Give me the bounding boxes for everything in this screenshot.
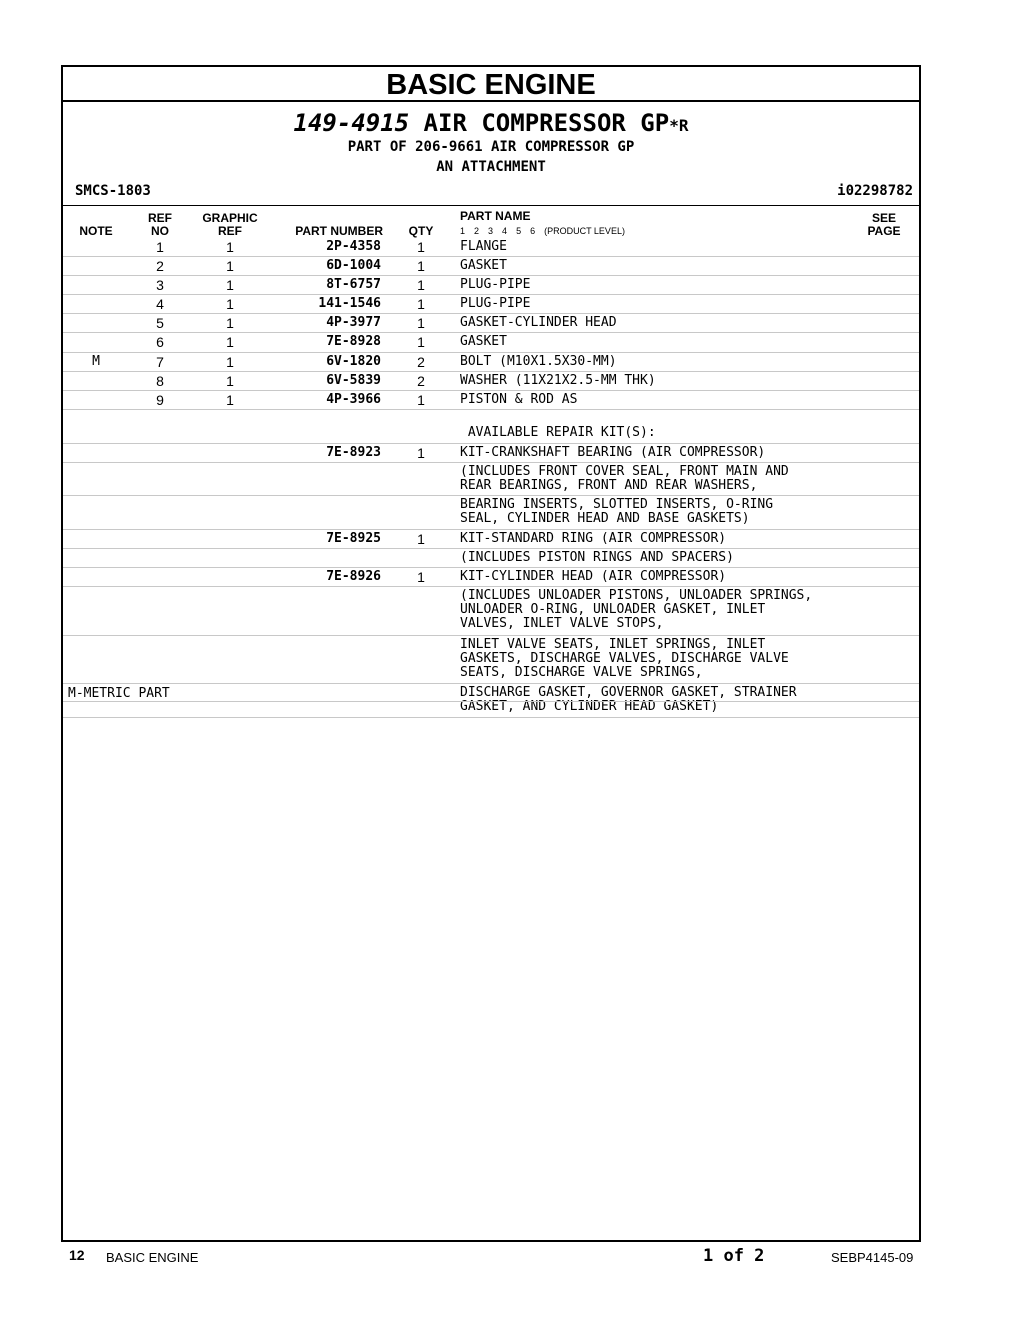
parts-list bbox=[63, 238, 919, 718]
col-see-bottom: PAGE bbox=[867, 224, 901, 238]
part-number-cell: 4P-3966 bbox=[326, 391, 381, 407]
part-name-cell: BEARING INSERTS, SLOTTED INSERTS, O-RING SEAL, CYLINDER HEAD AND BASE GASKETS) bbox=[460, 497, 774, 527]
part-name-cell: BOLT (M10X1.5X30-MM) bbox=[460, 353, 617, 369]
col-graphic-ref bbox=[195, 212, 265, 238]
part-number-cell: 7E-8923 bbox=[326, 444, 381, 460]
part-name-cell: WASHER (11X21X2.5-MM THK) bbox=[460, 372, 656, 388]
qty-cell: 1 bbox=[417, 315, 425, 332]
ref-no-cell: 7 bbox=[156, 353, 164, 370]
smcs-code: SMCS-1803 bbox=[75, 183, 151, 199]
parts-page-frame bbox=[61, 65, 921, 1242]
table-row bbox=[63, 276, 919, 295]
graphic-ref-cell: 1 bbox=[226, 296, 234, 313]
ref-no-cell: 9 bbox=[156, 391, 164, 408]
part-number-cell: 6D-1004 bbox=[326, 258, 381, 274]
table-row bbox=[63, 496, 919, 530]
part-name-cell: AVAILABLE REPAIR KIT(S): bbox=[467, 424, 656, 440]
ref-no-cell: 1 bbox=[156, 239, 164, 255]
table-row bbox=[63, 444, 919, 463]
qty-cell: 1 bbox=[417, 334, 425, 351]
part-number-cell: 6V-5839 bbox=[326, 372, 381, 388]
qty-cell: 1 bbox=[417, 239, 425, 255]
graphic-ref-cell: 1 bbox=[226, 315, 234, 332]
col-note: NOTE bbox=[79, 224, 113, 238]
part-of-line: PART OF 206-9661 AIR COMPRESSOR GP bbox=[347, 139, 635, 155]
table-row bbox=[63, 353, 919, 372]
qty-cell: 1 bbox=[417, 391, 425, 408]
ref-no-cell: 8 bbox=[156, 372, 164, 389]
qty-cell: 2 bbox=[417, 372, 425, 389]
footnote: M-METRIC PART bbox=[68, 686, 170, 701]
page-number: 12 bbox=[69, 1247, 85, 1263]
qty-cell: 2 bbox=[417, 353, 425, 370]
table-row bbox=[63, 463, 919, 497]
col-graphic-bottom: REF bbox=[218, 224, 242, 238]
header-divider bbox=[63, 205, 919, 206]
qty-cell: 1 bbox=[417, 258, 425, 275]
part-number-cell: 2P-4358 bbox=[326, 239, 381, 254]
table-row bbox=[63, 636, 919, 684]
graphic-ref-cell: 1 bbox=[226, 277, 234, 294]
col-graphic-top: GRAPHIC bbox=[202, 211, 258, 225]
group-suffix: *R bbox=[669, 116, 689, 135]
col-ref-top: REF bbox=[148, 211, 172, 225]
col-ref-no bbox=[145, 212, 175, 238]
page-of: 1 of 2 bbox=[703, 1246, 765, 1266]
illustration-id: i02298782 bbox=[837, 183, 913, 199]
part-number-cell: 141-1546 bbox=[318, 296, 381, 312]
col-see-top: SEE bbox=[871, 211, 896, 225]
part-name-cell: KIT-CYLINDER HEAD (AIR COMPRESSOR) bbox=[460, 569, 727, 585]
graphic-ref-cell: 1 bbox=[226, 334, 234, 351]
ref-no-cell: 6 bbox=[156, 334, 164, 351]
table-row bbox=[63, 391, 919, 410]
graphic-ref-cell: 1 bbox=[226, 391, 234, 408]
table-row bbox=[63, 295, 919, 314]
product-level-3: 3 bbox=[488, 226, 494, 236]
product-level-2: 2 bbox=[474, 226, 480, 236]
product-level-4: 4 bbox=[502, 226, 508, 236]
part-name-cell: GASKET-CYLINDER HEAD bbox=[460, 315, 617, 331]
part-name-cell: KIT-STANDARD RING (AIR COMPRESSOR) bbox=[460, 531, 727, 546]
product-levels bbox=[460, 226, 634, 236]
graphic-ref-cell: 1 bbox=[226, 353, 234, 370]
part-name-cell: INLET VALVE SEATS, INLET SPRINGS, INLET GASKETS, DISCHARGE VALVES, DISCHARGE VALVE SEATS, DISCHARGE VALVE SPRINGS, bbox=[460, 636, 789, 680]
group-title bbox=[63, 109, 919, 137]
id-line bbox=[75, 183, 913, 201]
product-level-1: 1 bbox=[460, 226, 466, 236]
ref-no-cell: 3 bbox=[156, 277, 164, 294]
table-row bbox=[63, 530, 919, 549]
part-number-cell: 8T-6757 bbox=[326, 277, 381, 293]
ref-no-cell: 4 bbox=[156, 296, 164, 313]
footer-section: BASIC ENGINE bbox=[106, 1250, 199, 1265]
note-cell: M bbox=[92, 353, 100, 369]
table-row bbox=[63, 549, 919, 568]
col-ref-bottom: NO bbox=[151, 224, 169, 238]
table-row bbox=[63, 333, 919, 352]
part-name-cell: KIT-CRANKSHAFT BEARING (AIR COMPRESSOR) bbox=[460, 444, 766, 460]
part-number-cell: 7E-8925 bbox=[326, 531, 381, 546]
ref-no-cell: 2 bbox=[156, 258, 164, 275]
qty-cell: 1 bbox=[417, 444, 425, 461]
group-number: 149-4915 bbox=[293, 109, 410, 137]
part-name-cell: GASKET bbox=[460, 258, 507, 274]
table-row bbox=[63, 568, 919, 587]
qty-cell: 1 bbox=[417, 296, 425, 313]
section-title: BASIC ENGINE bbox=[63, 67, 919, 102]
table-row bbox=[63, 257, 919, 276]
part-name-cell: FLANGE bbox=[460, 239, 507, 254]
part-name-cell: GASKET bbox=[460, 334, 507, 350]
part-name-cell: PLUG-PIPE bbox=[460, 277, 531, 293]
graphic-ref-cell: 1 bbox=[226, 239, 234, 255]
col-see-page bbox=[859, 212, 909, 238]
part-name-cell: (INCLUDES PISTON RINGS AND SPACERS) bbox=[460, 550, 734, 566]
table-row bbox=[63, 372, 919, 391]
group-name: AIR COMPRESSOR GP bbox=[409, 109, 670, 137]
footnote-divider bbox=[63, 701, 919, 702]
part-name-cell: DISCHARGE GASKET, GOVERNOR GASKET, STRAINER GASKET, AND CYLINDER HEAD GASKET) bbox=[460, 684, 797, 714]
graphic-ref-cell: 1 bbox=[226, 372, 234, 389]
table-row bbox=[63, 314, 919, 333]
col-qty: QTY bbox=[408, 224, 434, 238]
attachment-line: AN ATTACHMENT bbox=[436, 159, 546, 175]
part-number-cell: 7E-8926 bbox=[326, 569, 381, 585]
part-number-cell: 7E-8928 bbox=[326, 334, 381, 350]
graphic-ref-cell: 1 bbox=[226, 258, 234, 275]
qty-cell: 1 bbox=[417, 569, 425, 586]
part-name-cell: PISTON & ROD AS bbox=[460, 391, 578, 407]
part-name-cell: PLUG-PIPE bbox=[460, 296, 531, 312]
qty-cell: 1 bbox=[417, 277, 425, 294]
product-level-7: (PRODUCT LEVEL) bbox=[544, 226, 625, 236]
table-row bbox=[63, 410, 919, 444]
doc-id: SEBP4145-09 bbox=[831, 1250, 914, 1265]
qty-cell: 1 bbox=[417, 531, 425, 547]
part-number-cell: 6V-1820 bbox=[326, 353, 381, 369]
table-row bbox=[63, 238, 919, 257]
col-part-name: PART NAME bbox=[460, 209, 531, 223]
ref-no-cell: 5 bbox=[156, 315, 164, 332]
part-name-cell: (INCLUDES UNLOADER PISTONS, UNLOADER SPRINGS, UNLOADER O-RING, UNLOADER GASKET, INLET VALVES, INLET VALVE STOPS, bbox=[460, 588, 813, 632]
product-level-5: 5 bbox=[516, 226, 522, 236]
part-name-cell: (INCLUDES FRONT COVER SEAL, FRONT MAIN AND REAR BEARINGS, FRONT AND REAR WASHERS, bbox=[460, 463, 789, 493]
col-part-number: PART NUMBER bbox=[295, 224, 383, 238]
product-level-6: 6 bbox=[530, 226, 536, 236]
table-row bbox=[63, 587, 919, 635]
part-number-cell: 4P-3977 bbox=[326, 315, 381, 331]
